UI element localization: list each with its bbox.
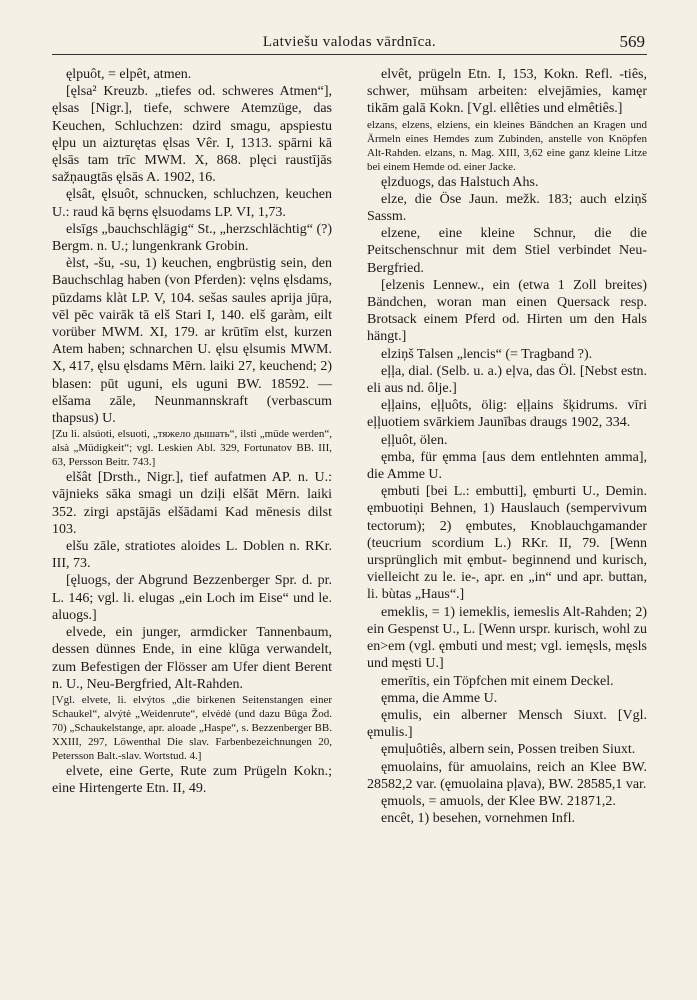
dictionary-entry: ęmuols, = amuols, der Klee BW. 21871,2.	[381, 793, 616, 809]
dictionary-entry: emeklis, = 1) iemeklis, iemeslis Alt-Rahden; 2) ein Gespenst U., L. [Wenn urspr. kurisch, wohl zu en>em (vgl. ęmbuti und mest; vgl. iemęsls, męsls und męsti U.]	[367, 604, 647, 672]
dictionary-entry: [Zu li. alsúoti, elsuoti, „тяжело дышать“, ilsti „müde werden“, alsà „Müdigkeit“; vgl. Leskien Abl. 329, Fortunatov BB. III, 63, Persson Beitr. 743.]	[52, 428, 332, 469]
dictionary-entry: elzene, eine kleine Schnur, die die Peitschenschnur mit dem Stiel verbindet Neu-Bergfried.	[367, 226, 647, 276]
dictionary-entry: encêt, 1) besehen, vornehmen Infl.	[381, 811, 575, 827]
dictionary-entry: [Vgl. elvete, li. elvýtos „die birkenen Seitenstangen einer Schaukel“, alvýtė „Weidenrute“, elvėdė (und dazu Būga Žod. 70) „Schaukelstange, apr. aloade „Haspe“, s. Bezzenberger BB. XXIII, 297, Löwenthal Die slav. Farbenbezeichnungen 20, Petersson Balt.-slav. Wortstud. 4.]	[52, 693, 332, 762]
dictionary-entry: ęmbuti [bei L.: embutti], ęmburti U., Demin. ęmbuotiņi Behnen, 1) Hauslauch (sempervivum tectorum); 2) ęmbutes, Knoblauchgamander (teucrium scordium L.) RKr. II, 79. [Wenn ursprünglich mit ęmbut- beginnend und kurisch, vielleicht zu le. ie-, apr. en „in“ und apr. buttan, li. bùtas „Haus“.]	[367, 484, 647, 603]
dictionary-entry: eļļuôt, ölen.	[381, 432, 448, 448]
dictionary-entry: eļļa, dial. (Selb. u. a.) eļva, das Öl. [Nebst estn. eli aus nd. ôlje.]	[367, 363, 647, 397]
dictionary-entry: [elzenis Lennew., ein (etwa 1 Zoll breites) Bändchen, woran man einen Quersack resp. Brotsack einem Pferd od. Hirten um den Hals hängt.]	[367, 277, 647, 345]
dictionary-entry: ęmma, die Amme U.	[381, 690, 498, 706]
dictionary-entry: [ęlsa² Kreuzb. „tiefes od. schweres Atmen“], ęlsas [Nigr.], tiefe, schwere Atemzüge, das Keuchen, Schluchzen: dzird smagu, apspiestu ęlpu un aizturętas ęlsas Vêr. I, 1313. spārni kā ęlsās tam trīc MWM. X, 868. plęci raustījās sažņaugtās ęlsās A. 1902, 16.	[52, 84, 332, 186]
right-column	[367, 66, 647, 827]
dictionary-entry: elvete, eine Gerte, Rute zum Prügeln Kokn.; eine Hirtengerte Etn. II, 49.	[52, 763, 332, 797]
dictionary-entry: elze, die Öse Jaun. mežk. 183; auch elziņš Sassm.	[367, 191, 647, 225]
dictionary-entry: èlst, -šu, -su, 1) keuchen, engbrüstig sein, den Bauchschlag haben (von Pferden): vęlns ęlsdams, pūzdams klàt LP. V, 104. sešas saules aprija jūŗa, vēl pēc vairāk tā elš Stari I, 140. elš garàm, eilt vorüber MWM. XI, 179. ar krūtīm elst, kurzen Atem haben; schnarchen U. ęlsu ęlsumis MWM. X, 417, ęlsu ęlsdams Mērn. laiki 27, keuchend; 2) blasen: pūt uguni, els uguni BW. 18592. — elšama zāle, Neunmannskraft (verbascum thapsus) U.	[52, 256, 332, 427]
dictionary-entry: ęmba, für ęmma [aus dem entlehnten amma], die Amme U.	[367, 449, 647, 483]
dictionary-entry: ęlsât, ęlsuôt, schnucken, schluchzen, keuchen U.: raud kā bęrns ęlsuodams LP. VI, 1,73.	[52, 187, 332, 220]
page-header	[52, 30, 647, 55]
dictionary-entry: ęmuļuôtiês, albern sein, Possen treiben Siuxt.	[381, 742, 636, 758]
dictionary-entry: eļļains, eļļuôts, ölig: eļļains šķidrums. vīri eļļuotiem svārkiem Jaunības draugs 1902, 334.	[367, 398, 647, 431]
dictionary-entry: elvêt, prügeln Etn. I, 153, Kokn. Refl. -tiês, schwer, mühsam arbeiten: elvejāmies, kamęr tikām galā Kokn. [Vgl. ellêties und elmêtiês.]	[367, 67, 647, 117]
left-column	[52, 66, 332, 797]
dictionary-entry: elzans, elzens, elziens, ein kleines Bändchen an Kragen und Ärmeln eines Hemdes zum Zubinden, anstelle von Knöpfen Alt-Rahden. elzans, n. Mag. XIII, 3,62 eine ganz kleine Litze bei einem Hemde od. einer Jacke.	[367, 118, 647, 173]
dictionary-entry: elziņš Talsen „lencis“ (= Tragband ?).	[381, 346, 593, 362]
running-title: Latviešu valodas vārdnīca.	[262, 34, 437, 50]
dictionary-entry: ęlzduogs, das Halstuch Ahs.	[381, 174, 539, 190]
dictionary-entry: ęlpuôt, = elpêt, atmen.	[66, 67, 192, 82]
dictionary-entry: elšât [Drsth., Nigr.], tief aufatmen AP. n. U.: vājnieks sāka smagi un dziļi elšāt Mērn. laiki 352. zirgi apstājās elšādami Kad mēnesis dilst 103.	[52, 470, 332, 537]
dictionary-entry: ęmulis, ein alberner Mensch Siuxt. [Vgl. ęmulis.]	[367, 707, 647, 741]
dictionary-entry: [ęluogs, der Abgrund Bezzenberger Spr. d. pr. L. 146; vgl. li. elugas „ein Loch im Eise“ und le. aluogs.]	[52, 573, 332, 623]
dictionary-entry: elsīgs „bauchschlägig“ St., „herzschlächtig“ (?) Bergm. n. U.; lungenkrank Grobin.	[52, 221, 332, 255]
dictionary-entry: elšu zāle, stratiotes aloides L. Doblen n. RKr. III, 73.	[52, 539, 332, 572]
dictionary-entry: elvede, ein junger, armdicker Tannenbaum, dessen dünnes Ende, in eine klūga verwandelt, zum Befestigen der Flösser am Ufer dient Berent n. U., Neu-Bergfried, Alt-Rahden.	[52, 625, 332, 692]
dictionary-entry: emerītis, ein Töpfchen mit einem Deckel.	[381, 673, 614, 689]
dictionary-entry: ęmuolains, für amuolains, reich an Klee BW. 28582,2 var. (ęmuolaina pļava), BW. 28585,1 var.	[367, 759, 647, 792]
page-number: 569	[619, 32, 645, 51]
